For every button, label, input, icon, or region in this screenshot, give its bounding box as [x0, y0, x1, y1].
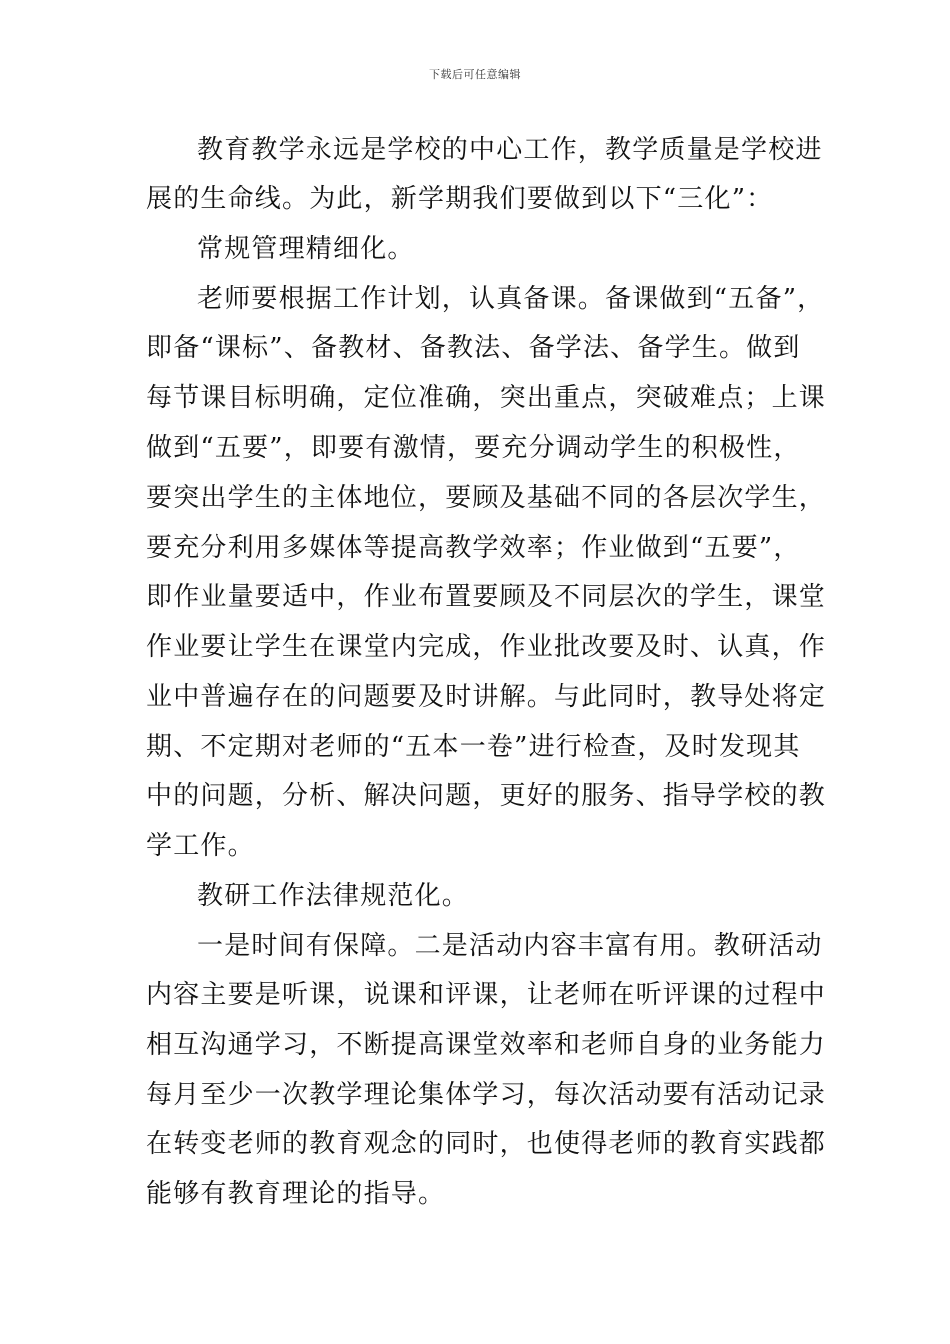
paragraph-line: 即作业量要适中，作业布置要顾及不同层次的学生，课堂: [146, 582, 827, 612]
paragraph-line: 做到“五要”，即要有激情，要充分调动学生的积极性，: [146, 433, 801, 463]
paragraph-line: 能够有教育理论的指导。: [146, 1179, 446, 1209]
paragraph-line: 展的生命线。为此，新学期我们要做到以下“三化”：: [146, 184, 774, 214]
paragraph-line: 学工作。: [146, 831, 255, 861]
paragraph-line: 每月至少一次教学理论集体学习，每次活动要有活动记录: [146, 1080, 827, 1110]
header-note: 下载后可任意编辑: [429, 68, 521, 81]
paragraph-line: 作业要让学生在课堂内完成，作业批改要及时、认真，作: [146, 632, 827, 662]
paragraph-line: 一是时间有保障。二是活动内容丰富有用。教研活动: [197, 931, 823, 961]
paragraph-line: 期、不定期对老师的“五本一卷”进行检查，及时发现其: [146, 732, 801, 762]
paragraph-line: 要突出学生的主体地位，要顾及基础不同的各层次学生，: [146, 483, 827, 513]
paragraph-line: 每节课目标明确，定位准确，突出重点，突破难点；上课: [146, 383, 827, 413]
paragraph-line: 业中普遍存在的问题要及时讲解。与此同时，教导处将定: [146, 682, 827, 712]
section-heading: 常规管理精细化。: [197, 234, 415, 264]
paragraph-line: 相互沟通学习，不断提高课堂效率和老师自身的业务能力: [146, 1030, 827, 1060]
paragraph-line: 即备“课标”、备教材、备教法、备学法、备学生。做到: [146, 333, 801, 363]
paragraph-line: 要充分利用多媒体等提高教学效率；作业做到“五要”，: [146, 533, 801, 563]
paragraph-line: 中的问题，分析、解决问题，更好的服务、指导学校的教: [146, 781, 827, 811]
paragraph-line: 内容主要是听课，说课和评课，让老师在听评课的过程中: [146, 980, 827, 1010]
paragraph-line: 老师要根据工作计划，认真备课。备课做到“五备”，: [197, 284, 825, 314]
paragraph-line: 教育教学永远是学校的中心工作，教学质量是学校进: [197, 135, 823, 165]
section-heading: 教研工作法律规范化。: [197, 881, 470, 911]
paragraph-line: 在转变老师的教育观念的同时，也使得老师的教育实践都: [146, 1129, 827, 1159]
